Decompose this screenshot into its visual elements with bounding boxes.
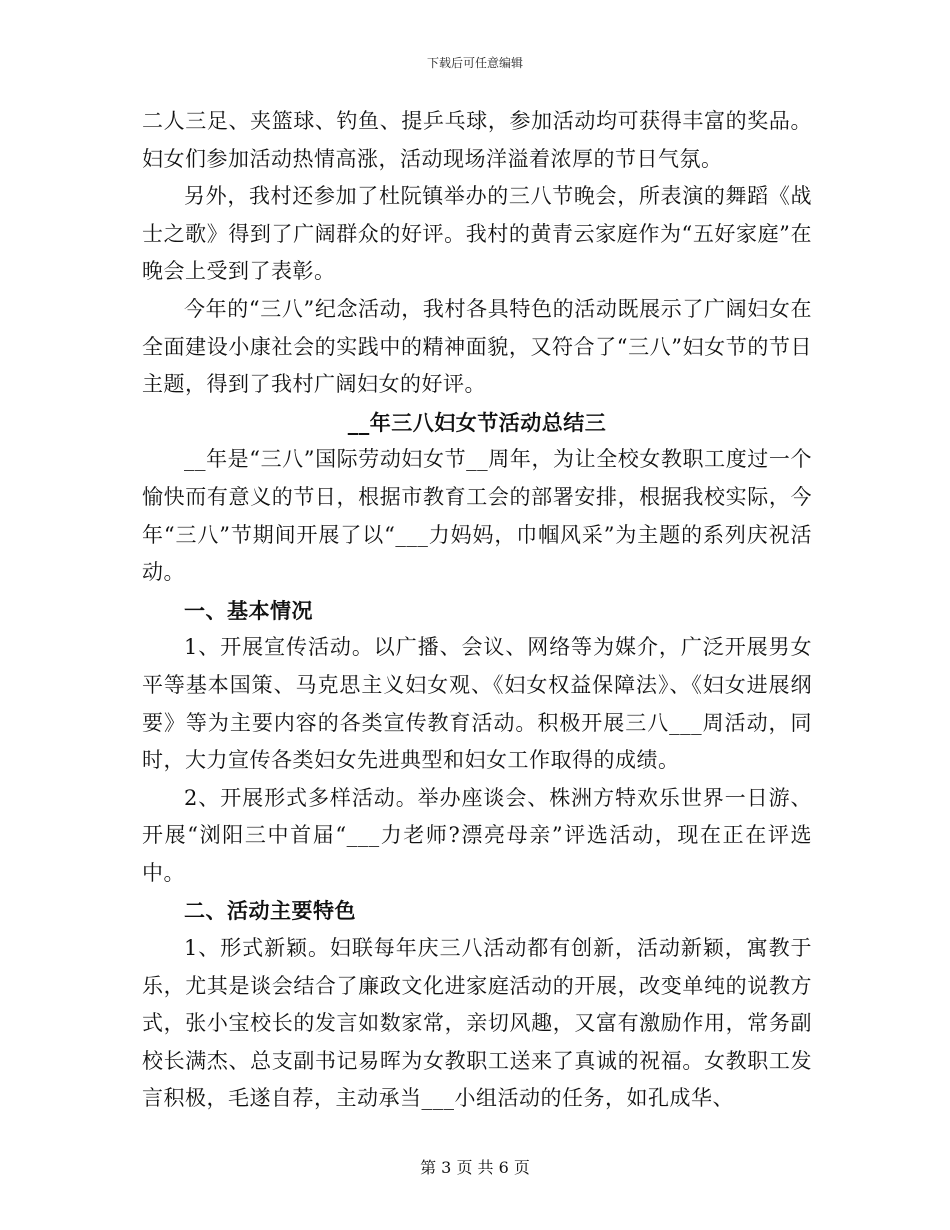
paragraph-item-publicity: 1、开展宣传活动。以广播、会议、网络等为媒介，广泛开展男女平等基本国策、马克思主义妇女观、《妇女权益保障法》、《妇女进展纲要》等为主要内容的各类宣传教育活动。积极开展三八___周活动，同时，大力宣传各类妇女先进典型和妇女工作取得的成绩。	[142, 635, 812, 773]
paragraph-continuation: 二人三足、夹篮球、钓鱼、提乒乓球，参加活动均可获得丰富的奖品。妇女们参加活动热情高涨，活动现场洋溢着浓厚的节日气氛。	[142, 109, 812, 171]
document-body	[142, 103, 812, 1118]
paragraph-intro: __年是“三八”国际劳动妇女节__周年，为让全校女教职工度过一个愉快而有意义的节日，根据市教育工会的部署安排，根据我校实际，今年“三八”节期间开展了以“___力妈妈，巾帼风采”为主题的系列庆祝活动。	[142, 447, 812, 585]
page-header: 下载后可任意编辑	[426, 56, 523, 70]
page-footer: 第 3 页 共 6 页	[420, 1158, 530, 1177]
paragraph-evening-gala: 另外，我村还参加了杜阮镇举办的三八节晚会，所表演的舞蹈《战士之歌》得到了广阔群众的好评。我村的黄青云家庭作为“五好家庭”在晚会上受到了表彰。	[142, 184, 812, 284]
heading-basic-situation: 一、基本情况	[184, 597, 313, 623]
heading-main-features: 二、活动主要特色	[184, 898, 356, 924]
section-title: __年三八妇女节活动总结三	[347, 409, 607, 435]
paragraph-summary: 今年的“三八”纪念活动，我村各具特色的活动既展示了广阔妇女在全面建设小康社会的实践中的精神面貌，又符合了“三八”妇女节的节日主题，得到了我村广阔妇女的好评。	[142, 296, 812, 397]
paragraph-item-novel-form: 1、形式新颖。妇联每年庆三八活动都有创新，活动新颖，寓教于乐，尤其是谈会结合了廉政文化进家庭活动的开展，改变单纯的说教方式，张小宝校长的发言如数家常，亲切风趣，又富有激励作用，常务副校长满杰、总支副书记易晖为女教职工送来了真诚的祝福。女教职工发言积极，毛遂自荐，主动承当___小组活动的任务，如孔成华、	[142, 936, 812, 1111]
paragraph-item-activities: 2、开展形式多样活动。举办座谈会、株洲方特欢乐世界一日游、开展“浏阳三中首届“___力老师?漂亮母亲”评选活动，现在正在评选中。	[142, 785, 812, 885]
